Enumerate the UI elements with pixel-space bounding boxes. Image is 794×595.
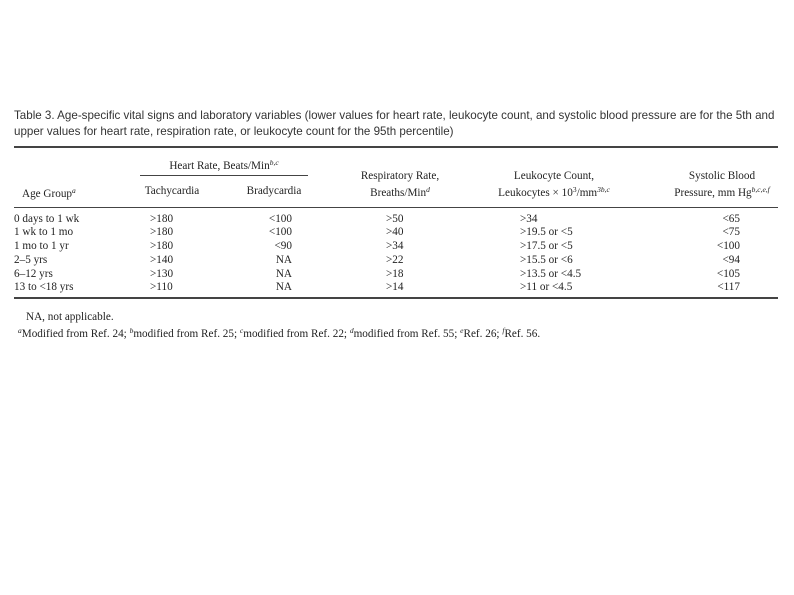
cell-tachycardia: >180 (150, 240, 174, 252)
leuko-header-line1: Leukocyte Count, (513, 170, 595, 182)
cell-respiratory-rate: >22 (386, 254, 404, 266)
footnote-mark: d (349, 326, 354, 335)
footnote-ref-text: modified from Ref. 25; (133, 328, 240, 340)
cell-age: 0 days to 1 wk (14, 213, 80, 225)
cell-bradycardia: NA (275, 268, 292, 280)
footnote-ref-text: modified from Ref. 22; (243, 328, 350, 340)
cell-respiratory-rate: >34 (386, 240, 404, 252)
cell-leukocyte-count: >34 (520, 213, 538, 225)
footnote-mark: b (129, 326, 134, 335)
cell-age: 2–5 yrs (14, 254, 48, 266)
footnote-mark: e (460, 326, 464, 335)
table-bottom-rule (14, 297, 778, 299)
table-row (0, 213, 794, 226)
leuko-header-exponent: 3 (572, 185, 577, 194)
cell-leukocyte-count: >15.5 or <6 (520, 254, 573, 266)
cell-age: 13 to <18 yrs (14, 281, 74, 293)
systolic-bp-header (666, 169, 778, 200)
footnote-mark: c (239, 326, 244, 335)
footnote-ref-text: Ref. 26; (463, 328, 503, 340)
cell-respiratory-rate: >18 (386, 268, 404, 280)
heart-rate-group-sup: b,c (269, 158, 279, 167)
leukocyte-count-header (484, 169, 624, 200)
cell-leukocyte-count: >13.5 or <4.5 (520, 268, 582, 280)
table-row (0, 268, 794, 281)
table-row (0, 240, 794, 253)
resp-header-line2 (352, 183, 448, 200)
table-top-rule (14, 146, 778, 148)
bradycardia-header: Bradycardia (246, 185, 302, 197)
table-row (0, 226, 794, 239)
table-header-rule (14, 207, 778, 208)
resp-header-line1: Respiratory Rate, (360, 170, 440, 182)
cell-respiratory-rate: >14 (386, 281, 404, 293)
heart-rate-group-label: Heart Rate, Beats/Min (169, 160, 270, 172)
cell-respiratory-rate: >50 (386, 213, 404, 225)
cell-bradycardia: NA (275, 281, 292, 293)
cell-respiratory-rate: >40 (386, 226, 404, 238)
footnote-ref-text: Modified from Ref. 24; (21, 328, 130, 340)
cell-tachycardia: >180 (150, 213, 174, 225)
cell-tachycardia: >140 (150, 254, 174, 266)
cell-bradycardia: <90 (274, 240, 292, 252)
leuko-header-line2-text: Leukocytes × 10 (498, 187, 573, 199)
table-row (0, 254, 794, 267)
cell-leukocyte-count: >17.5 or <5 (520, 240, 573, 252)
respiratory-rate-header (352, 169, 448, 200)
footnote-references (18, 324, 540, 341)
cell-age: 6–12 yrs (14, 268, 53, 280)
heart-rate-group-header (140, 156, 308, 173)
age-group-sup: a (72, 186, 76, 195)
tachycardia-header: Tachycardia (144, 185, 200, 197)
footnote-mark: f (502, 326, 505, 335)
cell-tachycardia: >110 (150, 281, 173, 293)
age-group-label: Age Group (22, 188, 73, 200)
resp-header-sup: d (426, 185, 430, 194)
cell-systolic-bp: <94 (722, 254, 740, 266)
cell-systolic-bp: <75 (722, 226, 740, 238)
sbp-header-line2 (666, 183, 778, 200)
footnote-ref-text: modified from Ref. 55; (353, 328, 461, 340)
cell-leukocyte-count: >11 or <4.5 (520, 281, 573, 293)
heart-rate-span-rule (140, 175, 308, 176)
cell-systolic-bp: <100 (716, 240, 740, 252)
footnote-na: NA, not applicable. (26, 311, 114, 323)
footnote-mark: a (18, 326, 22, 335)
cell-bradycardia: <100 (268, 226, 292, 238)
table-row (0, 281, 794, 294)
cell-bradycardia: NA (275, 254, 292, 266)
age-group-header (22, 184, 76, 201)
resp-header-line2-text: Breaths/Min (370, 187, 427, 199)
sbp-header-line1: Systolic Blood (688, 170, 756, 182)
footnote-ref-text: Ref. 56. (504, 328, 541, 340)
cell-age: 1 mo to 1 yr (14, 240, 69, 252)
cell-leukocyte-count: >19.5 or <5 (520, 226, 573, 238)
leuko-header-line2 (484, 183, 624, 200)
leuko-header-sup: 3b,c (597, 185, 610, 194)
cell-tachycardia: >130 (150, 268, 174, 280)
sbp-header-line2-text: Pressure, mm Hg (674, 187, 752, 199)
sbp-header-sup: b,c,e,f (751, 185, 770, 194)
cell-tachycardia: >180 (150, 226, 174, 238)
cell-systolic-bp: <117 (717, 281, 740, 293)
cell-systolic-bp: <65 (722, 213, 740, 225)
cell-bradycardia: <100 (268, 213, 292, 225)
cell-age: 1 wk to 1 mo (14, 226, 74, 238)
cell-systolic-bp: <105 (716, 268, 740, 280)
leuko-header-unit: /mm (576, 187, 598, 199)
table-caption: Table 3. Age-specific vital signs and laboratory variables (lower values for heart rate, leukocyte count, and systolic blood pressure are for the 5th and upper values for heart rate, respiration rate, or leukocyte count for the 95th percentile) (14, 109, 775, 138)
